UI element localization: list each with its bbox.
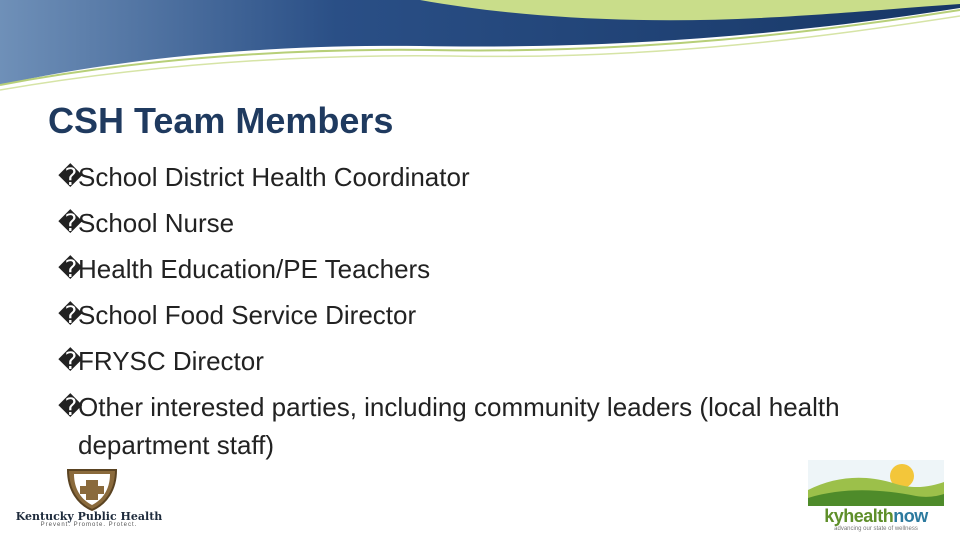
bullet-item [58, 388, 888, 464]
bullet-item [58, 204, 888, 242]
rolling-hills-sun-icon [806, 460, 946, 508]
bullet-marker-icon: � [58, 209, 83, 237]
bullet-item [58, 342, 888, 380]
bullet-marker-icon: � [58, 255, 83, 283]
slide-title: CSH Team Members [48, 100, 394, 141]
bullet-marker-icon: � [58, 301, 83, 329]
bullet-item [58, 250, 888, 288]
kyhealthnow-logo [806, 460, 946, 530]
right-logo-tagline: advancing our state of wellness [834, 526, 918, 532]
kentucky-seal-icon [62, 466, 122, 512]
bullet-list [58, 158, 888, 472]
bullet-text: School Nurse [78, 208, 235, 238]
bullet-text: School District Health Coordinator [78, 162, 470, 192]
left-logo-name: Kentucky Public Health [15, 510, 163, 523]
right-logo-name: kyhealthnow [824, 506, 928, 526]
bullet-marker-icon: � [58, 347, 83, 375]
kentucky-public-health-logo [6, 466, 172, 532]
bullet-text: School Food Service Director [78, 300, 417, 330]
header-swoosh-decoration [0, 0, 960, 100]
bullet-text: Other interested parties, including community leaders (local health department staff) [78, 392, 840, 460]
bullet-text: FRYSC Director [78, 346, 264, 376]
bullet-text: Health Education/PE Teachers [78, 254, 431, 284]
left-logo-tagline: Prevent. Promote. Protect. [40, 522, 138, 528]
bullet-item [58, 158, 888, 196]
bullet-item [58, 296, 888, 334]
bullet-marker-icon: � [58, 393, 83, 421]
bullet-marker-icon: � [58, 163, 83, 191]
